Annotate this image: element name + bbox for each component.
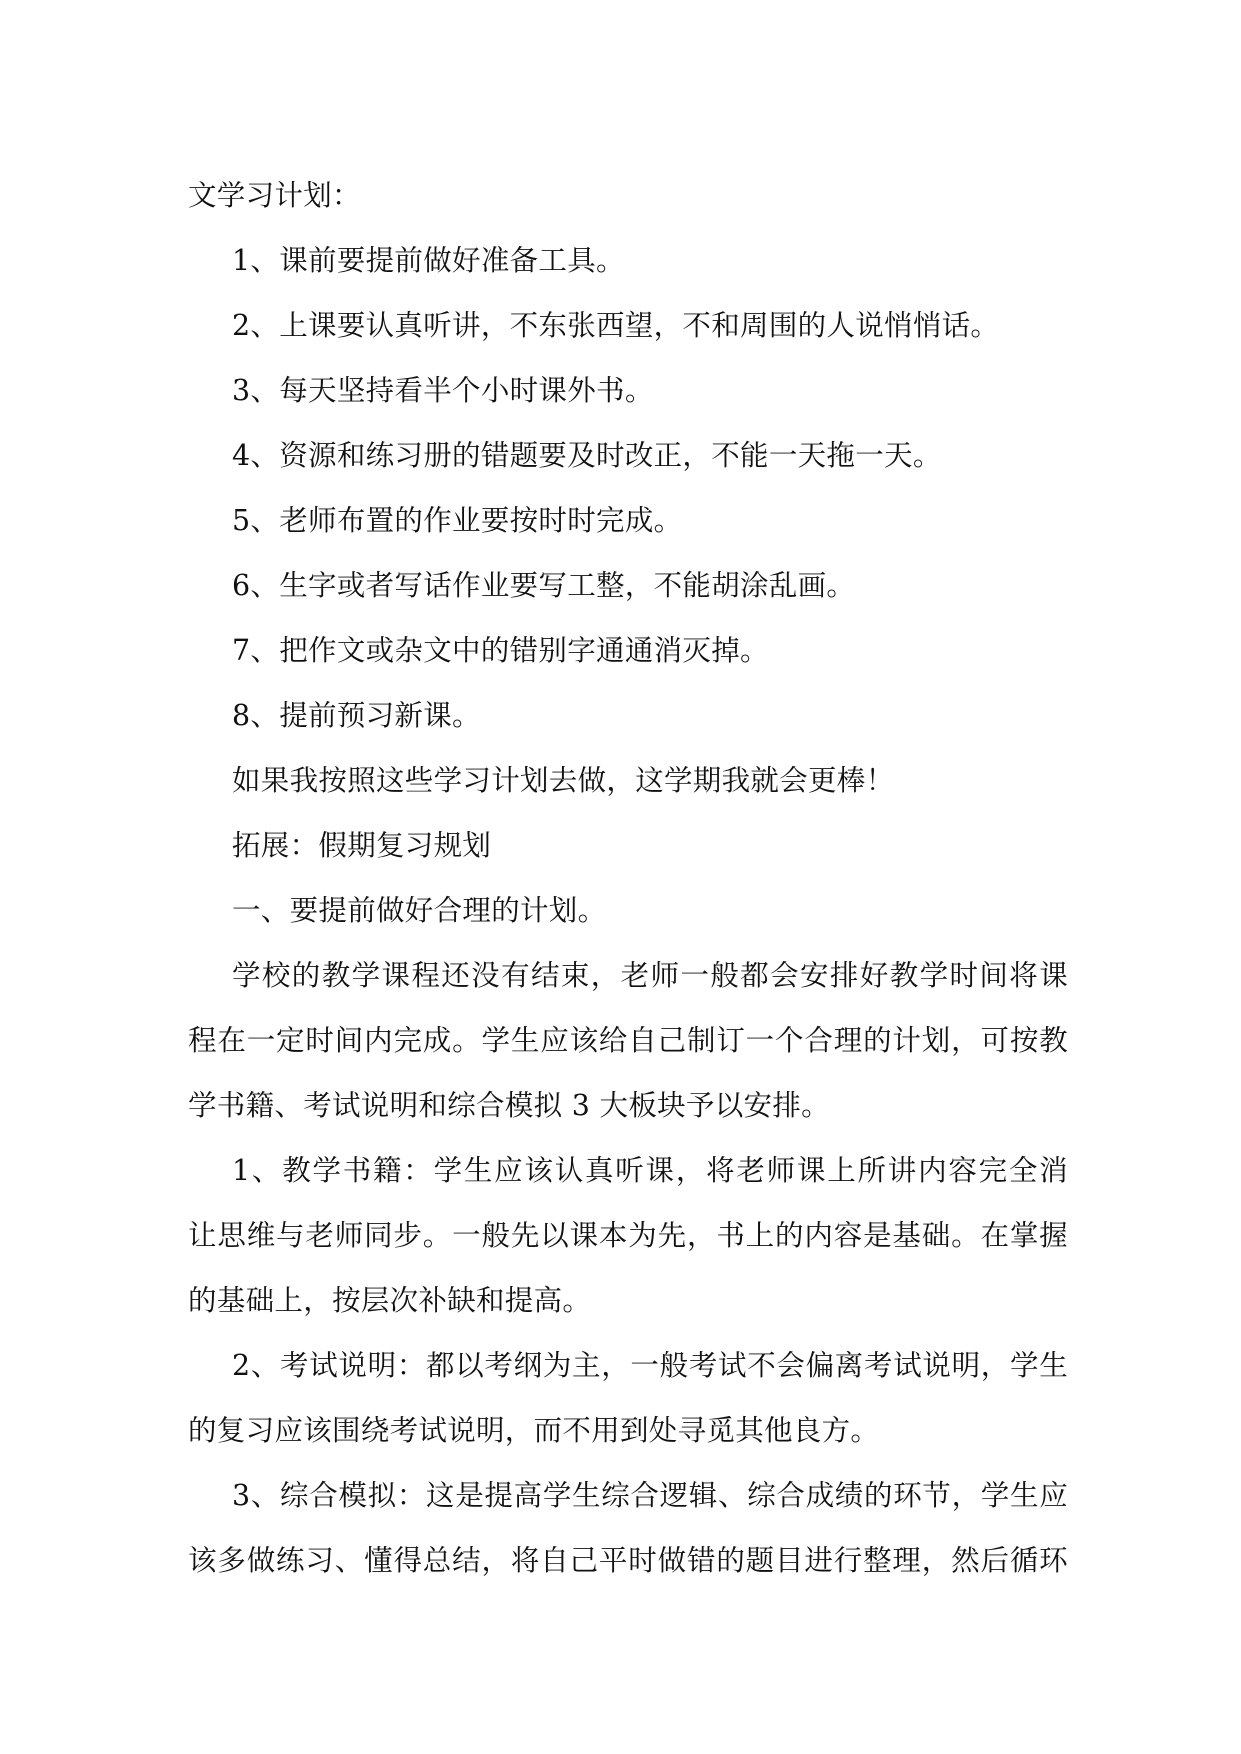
text-line: 学校的教学课程还没有结束，老师一般都会安排好教学时间将课: [232, 959, 1068, 992]
text-line: 1、教学书籍：学生应该认真听课，将老师课上所讲内容完全消: [232, 1154, 1068, 1187]
text-line: 4、资源和练习册的错题要及时改正，不能一天拖一天。: [232, 439, 942, 472]
text-line: 7、把作文或杂文中的错别字通通消灭掉。: [232, 634, 769, 667]
text-line: 3、综合模拟：这是提高学生综合逻辑、综合成绩的环节，学生应: [232, 1479, 1068, 1512]
document-body: [188, 163, 1068, 1593]
text-line: 6、生字或者写话作业要写工整，不能胡涂乱画。: [232, 569, 856, 602]
text-line: 2、考试说明：都以考纲为主，一般考试不会偏离考试说明，学生: [232, 1349, 1068, 1382]
text-line: 的基础上，按层次补缺和提高。: [188, 1284, 592, 1317]
text-line: 拓展：假期复习规划: [232, 829, 492, 862]
text-line: 8、提前预习新课。: [232, 699, 481, 732]
text-line: 让思维与老师同步。一般先以课本为先，书上的内容是基础。在掌握: [188, 1219, 1068, 1252]
text-line: 1、课前要提前做好准备工具。: [232, 244, 625, 277]
text-line: 如果我按照这些学习计划去做，这学期我就会更棒！: [232, 764, 895, 797]
text-line: 程在一定时间内完成。学生应该给自己制订一个合理的计划，可按教: [188, 1024, 1068, 1057]
text-line: 一、要提前做好合理的计划。: [232, 894, 607, 927]
text-line: 学书籍、考试说明和综合模拟 3 大板块予以安排。: [188, 1089, 830, 1122]
text-line: 该多做练习、懂得总结，将自己平时做错的题目进行整理，然后循环: [188, 1544, 1068, 1577]
text-line: 5、老师布置的作业要按时时完成。: [232, 504, 683, 537]
text-line: 的复习应该围绕考试说明，而不用到处寻觅其他良方。: [188, 1414, 880, 1447]
text-line: 2、上课要认真听讲，不东张西望，不和周围的人说悄悄话。: [232, 309, 1000, 342]
text-line: 3、每天坚持看半个小时课外书。: [232, 374, 654, 407]
text-line: 文学习计划：: [188, 179, 361, 212]
